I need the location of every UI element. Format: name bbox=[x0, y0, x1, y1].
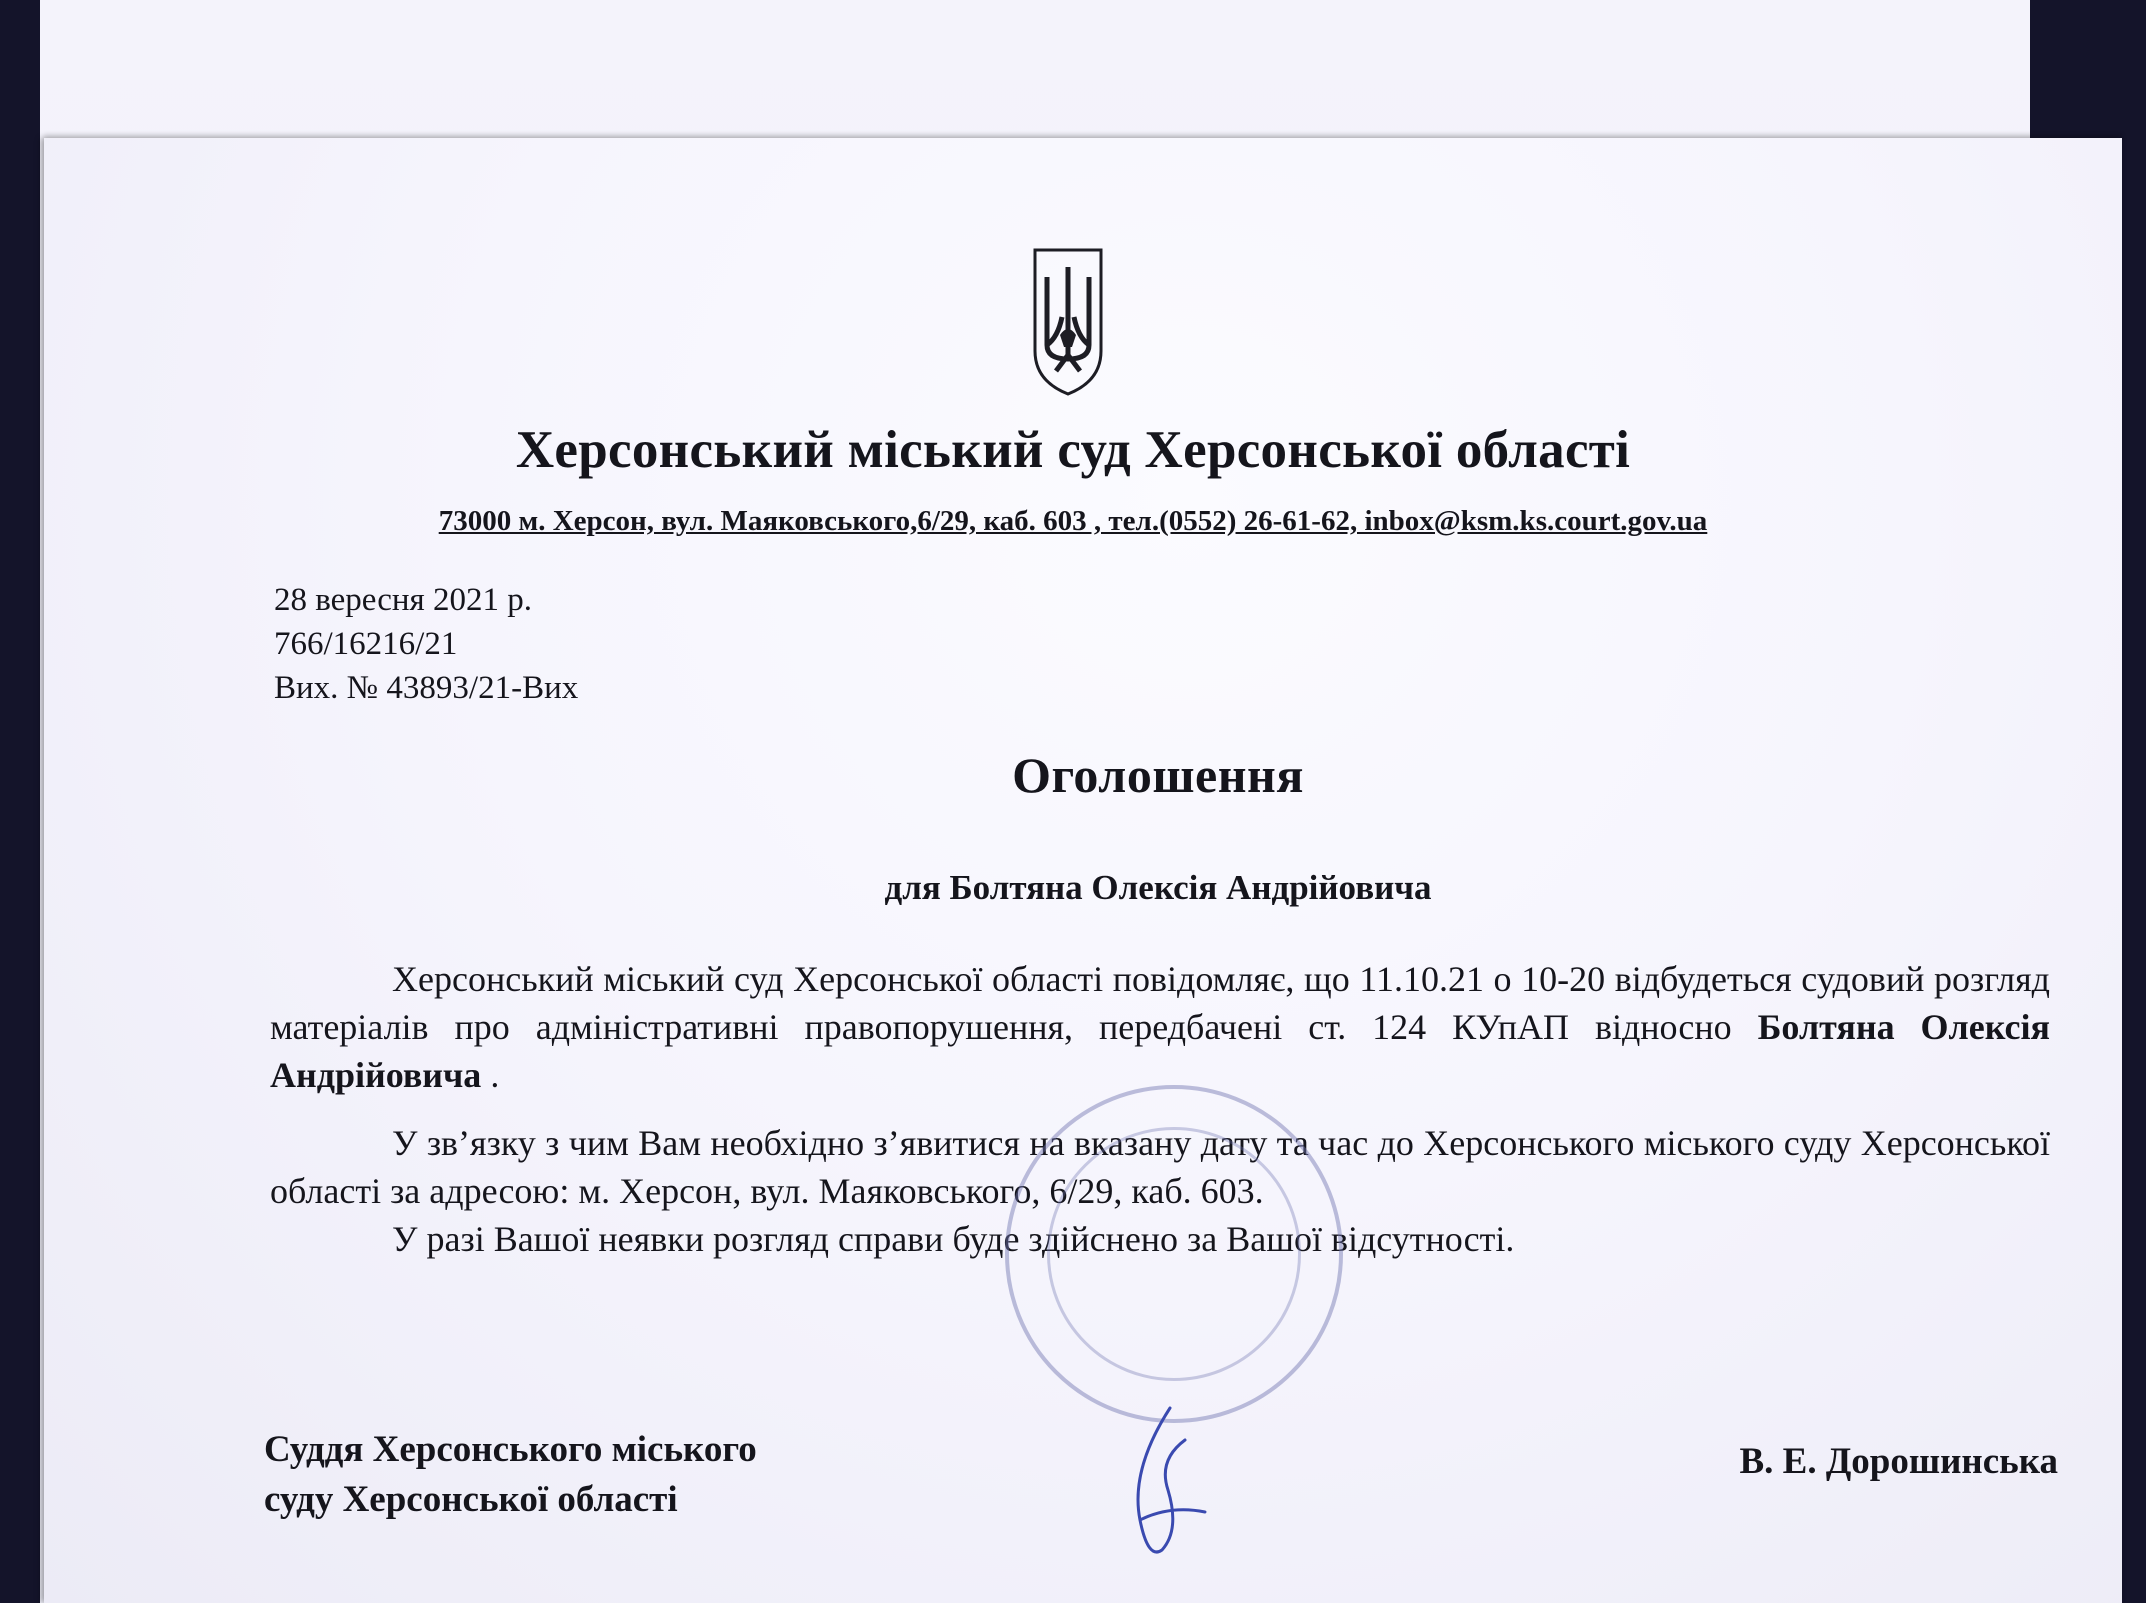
judge-position-line2: суду Херсонської області bbox=[264, 1479, 678, 1520]
judge-position-line1: Суддя Херсонського міського bbox=[264, 1429, 757, 1470]
document-date: 28 вересня 2021 р. bbox=[274, 582, 532, 618]
coat-of-arms-icon bbox=[1032, 247, 1104, 397]
notice-recipient: для Болтяна Олексія Андрійовича bbox=[884, 868, 1432, 907]
judge-name: В. Е. Дорошинська bbox=[1739, 1441, 2058, 1482]
document-meta bbox=[274, 578, 578, 710]
judge-position bbox=[264, 1425, 757, 1525]
outgoing-number: Вих. № 43893/21-Вих bbox=[274, 670, 579, 706]
court-stamp bbox=[1005, 1085, 1343, 1423]
paragraph-absence: У разі Вашої неявки розгляд справи буде здійснено за Вашої відсутності. bbox=[392, 1219, 1515, 1259]
paragraph-hearing-text: Херсонський міський суд Херсонської області повідомляє, що 11.10.21 о 10-20 відбудеться судовий розгляд матеріалів про адміністративні правопорушення, передбачені ст. 124 КУпАП відносно bbox=[270, 959, 2050, 1047]
court-name-heading: Херсонський міський суд Херсонської області bbox=[515, 421, 1631, 479]
notice-title: Оголошення bbox=[1012, 747, 1304, 803]
case-number: 766/16216/21 bbox=[274, 626, 458, 662]
paragraph-hearing bbox=[270, 955, 2050, 1099]
defendant-name: Болтяна Олексія Андрійовича bbox=[270, 1007, 2051, 1095]
paragraph-appearance: У зв’язку з чим Вам необхідно з’явитися на вказану дату та час до Херсонського міського суду Херсонської області за адресою: м. Херсон, вул. Маяковського, 6/29, каб. 603. bbox=[270, 1123, 2050, 1211]
paragraph-hearing-end: . bbox=[481, 1055, 500, 1095]
court-address: 73000 м. Херсон, вул. Маяковського,6/29, каб. 603 , тел.(0552) 26-61-62, inbox@ksm.ks.court.gov.ua bbox=[438, 505, 1708, 537]
handwritten-signature bbox=[1110, 1400, 1220, 1570]
